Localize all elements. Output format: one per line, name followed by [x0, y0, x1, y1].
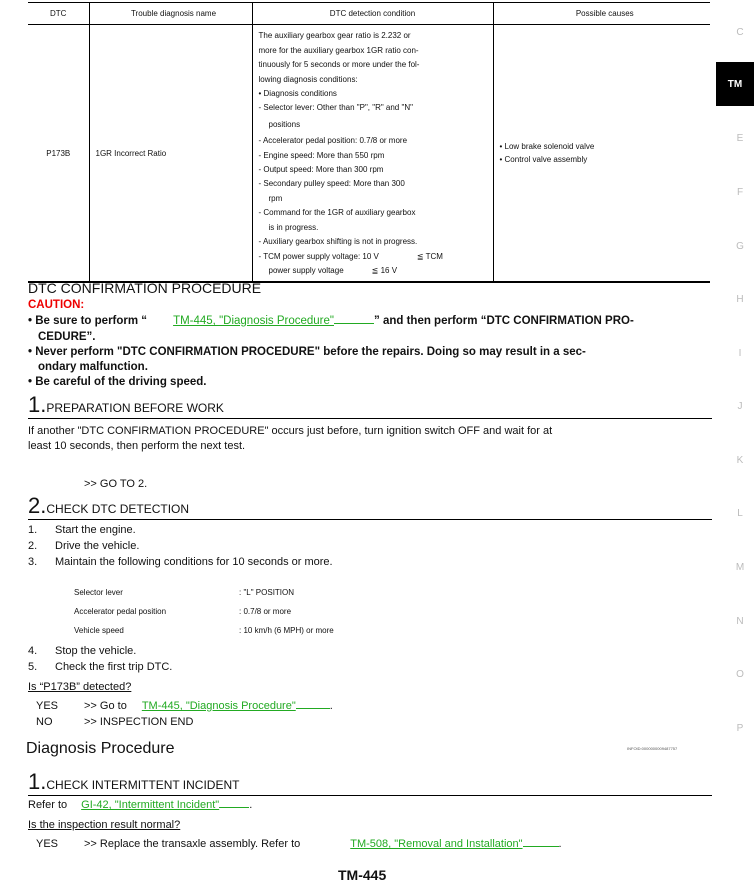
refer-end: . — [249, 799, 253, 811]
condition-line: more for the auxiliary gearbox 1GR ratio con- — [258, 45, 419, 55]
condition-line: lowing diagnosis conditions: — [258, 74, 358, 84]
yes-label: YES — [36, 838, 59, 850]
condition-key: Selector lever — [74, 588, 123, 597]
caution-text: ” and then perform “DTC CONFIRMATION PRO- — [374, 315, 634, 327]
goto-step-2: >> GO TO 2. — [84, 478, 148, 490]
step-title: CHECK INTERMITTENT INCIDENT — [46, 778, 240, 792]
divider — [28, 418, 712, 419]
condition-line: - Auxiliary gearbox shifting is not in progress. — [258, 237, 418, 247]
caution-label: CAUTION: — [28, 299, 85, 311]
caution-item-2: • Never perform "DTC CONFIRMATION PROCEDURE" before the repairs. Doing so may result in a sec- — [28, 346, 586, 358]
caution-text: • Be sure to perform “ — [28, 315, 148, 327]
step-title: PREPARATION BEFORE WORK — [46, 401, 224, 415]
cell-dtc: P173B — [28, 25, 89, 282]
side-index-h[interactable]: H — [736, 294, 744, 305]
caution-item-2-cont: ondary malfunction. — [38, 361, 148, 373]
condition-key: Vehicle speed — [74, 626, 124, 635]
condition-line: rpm — [268, 193, 283, 203]
no-label: NO — [36, 716, 53, 728]
diagnosis-procedure-title: Diagnosis Procedure — [26, 740, 175, 757]
table-row — [28, 25, 710, 282]
side-index-c[interactable]: C — [736, 27, 744, 38]
condition-line: - Accelerator pedal position: 0.7/8 or more — [258, 136, 408, 146]
list-item: 2. Drive the vehicle. — [28, 540, 140, 552]
side-index-j[interactable]: J — [737, 401, 743, 412]
link-tm-508-removal[interactable]: TM-508, "Removal and Installation" — [350, 838, 523, 850]
page-footer: TM-445 — [338, 867, 387, 883]
yes-text: >> Replace the transaxle assembly. Refer to — [84, 838, 301, 850]
question-inspection: Is the inspection result normal? — [28, 819, 181, 831]
col-header-dtc: DTC — [28, 3, 89, 25]
step-1-text-1: If another "DTC CONFIRMATION PROCEDURE" occurs just before, turn ignition switch OFF and wait for at — [28, 425, 553, 437]
condition-line: - Engine speed: More than 550 rpm — [258, 150, 385, 160]
divider — [28, 795, 712, 796]
refer-text: Refer to — [28, 799, 68, 811]
caution-item-1-cont: CEDURE”. — [38, 331, 96, 343]
list-item: 1. Start the engine. — [28, 524, 136, 536]
side-index-p[interactable]: P — [736, 723, 744, 734]
link-tm-445-diagnosis-2[interactable]: TM-445, "Diagnosis Procedure" — [141, 700, 296, 712]
cell-causes — [493, 25, 710, 282]
no-text: >> INSPECTION END — [84, 716, 194, 728]
condition-line: - Secondary pulley speed: More than 300 — [258, 179, 405, 189]
yes-end: . — [329, 700, 333, 712]
step-1-text-2: least 10 seconds, then perform the next test. — [28, 440, 246, 452]
condition-line: The auxiliary gearbox gear ratio is 2.232 or — [258, 31, 411, 41]
side-index-i[interactable]: I — [738, 348, 742, 359]
side-index-k[interactable]: K — [736, 455, 744, 466]
col-header-name: Trouble diagnosis name — [89, 3, 252, 25]
yes-end: . — [558, 838, 562, 850]
yes-label: YES — [36, 700, 59, 712]
link-gi-42-intermittent[interactable]: GI-42, "Intermittent Incident" — [81, 799, 220, 811]
condition-line: - Selector lever: Other than "P", "R" and "N" — [258, 103, 413, 113]
condition-value: : "L" POSITION — [239, 588, 295, 597]
question-p173b: Is “P173B” detected? — [28, 681, 132, 693]
step-title: CHECK DTC DETECTION — [46, 502, 190, 516]
condition-line: is in progress. — [268, 222, 319, 232]
list-item: 3. Maintain the following conditions for 10 seconds or more. — [28, 556, 333, 568]
dtc-table — [28, 2, 710, 283]
col-header-causes: Possible causes — [493, 3, 710, 25]
condition-value: : 10 km/h (6 MPH) or more — [239, 626, 334, 635]
link-tm-445-diagnosis[interactable]: TM-445, "Diagnosis Procedure" — [173, 315, 334, 327]
info-id: INFOID:0000000009487757 — [627, 746, 678, 751]
step-2-header — [28, 493, 189, 519]
side-index-e[interactable]: E — [736, 133, 744, 144]
side-index-m[interactable]: M — [735, 562, 745, 573]
list-item: 5. Check the first trip DTC. — [28, 661, 173, 673]
side-index-g[interactable]: G — [736, 241, 744, 252]
step-1-header — [28, 392, 224, 418]
cause-item: • Low brake solenoid valve — [499, 142, 595, 152]
dtc-confirmation-title: DTC CONFIRMATION PROCEDURE — [28, 280, 262, 296]
step-number: 1. — [28, 769, 47, 794]
yes-row — [84, 838, 562, 850]
side-index-o[interactable]: O — [736, 669, 744, 680]
side-index-tm[interactable]: TM — [716, 62, 754, 106]
condition-line: - Output speed: More than 300 rpm — [258, 165, 384, 175]
yes-row — [84, 700, 333, 712]
cause-item: • Control valve assembly — [499, 155, 588, 165]
list-item: 4. Stop the vehicle. — [28, 645, 137, 657]
side-index-n[interactable]: N — [736, 616, 744, 627]
table-header-row — [28, 3, 710, 25]
yes-text: >> Go to — [84, 700, 127, 712]
step-number: 2. — [28, 493, 47, 518]
condition-line: tinuously for 5 seconds or more under the fol- — [258, 60, 420, 70]
col-header-condition: DTC detection condition — [252, 3, 493, 25]
cell-condition — [252, 25, 493, 282]
condition-line: • Diagnosis conditions — [258, 89, 337, 99]
condition-value: : 0.7/8 or more — [239, 607, 292, 616]
cell-name: 1GR Incorrect Ratio — [89, 25, 252, 282]
condition-line: - Command for the 1GR of auxiliary gearbox — [258, 208, 416, 218]
divider — [28, 519, 712, 520]
side-index-f[interactable]: F — [736, 187, 744, 198]
condition-line: - TCM power supply voltage: 10 V ≦ TCM — [258, 251, 443, 261]
refer-row — [28, 799, 252, 811]
condition-key: Accelerator pedal position — [74, 607, 167, 616]
condition-line: positions — [268, 119, 301, 129]
caution-item-1 — [28, 315, 634, 327]
step-number: 1. — [28, 392, 47, 417]
side-index-l[interactable]: L — [737, 508, 743, 519]
caution-item-3: • Be careful of the driving speed. — [28, 376, 207, 388]
diag-step-1-header — [28, 769, 239, 795]
condition-line: power supply voltage ≦ 16 V — [268, 265, 398, 275]
